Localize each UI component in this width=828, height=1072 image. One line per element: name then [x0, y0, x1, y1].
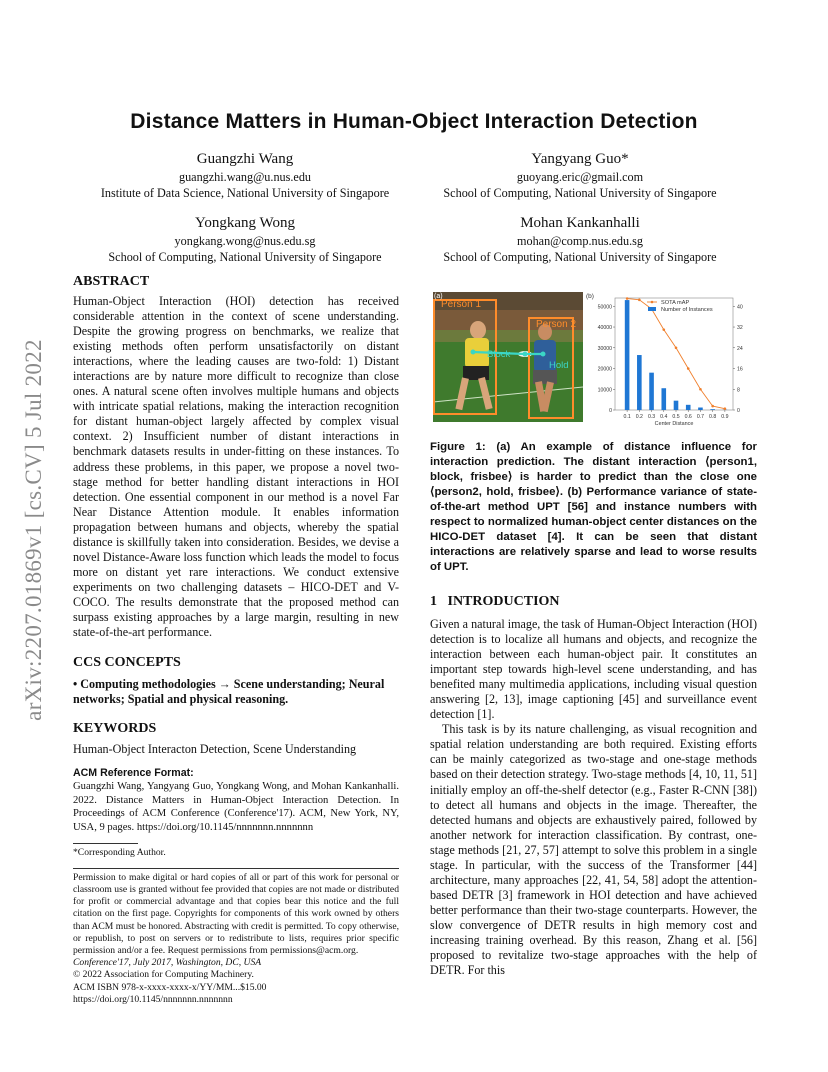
distance-chart — [585, 292, 763, 432]
author-affiliation: School of Computing, National University of Singapore — [443, 250, 717, 264]
point-sota-map — [626, 297, 629, 300]
paper-title: Distance Matters in Human-Object Interaction Detection — [130, 110, 698, 133]
panel-a-label: (a) — [434, 293, 443, 300]
y-left-tick-label: 40000 — [597, 325, 612, 332]
footnote-rule — [73, 843, 138, 844]
intro-heading-text: INTRODUCTION — [447, 594, 560, 609]
ccs-heading: CCS CONCEPTS — [73, 655, 181, 671]
label-block: Block — [487, 349, 511, 360]
intro-paragraph-2: This task is by its nature challenging, as visual recognition and spatial relation understanding are both required. Existing efforts can be mainly categorized as two-stage and one-stage methods based on their detection strategy. Two-stage methods [4, 10, 11, 51] initially employ an off-the-shelf detector (e.g., Faster R-CNN [38]) to detect all humans and objects in the image. Thereafter, the detected humans and objects are exhaustively paired, followed by another network for interaction classification. By contrast, one-stage methods [21, 27, 57] attempt to solve this problem in a single stage. In particular, with the success of the Transformer [44] architecture, many approaches [22, 41, 54, 58] adopt the attention-based DETR [3] framework in HOI detection and have achieved better performance than their two-stage counterparts. However, the slow convergence of DETR results in high memory cost and increasing training overhead. By this reason, Zhang et al. [56] proposed to revitalize two-stage approaches with the help of DETR. For this — [430, 722, 757, 978]
abstract-heading: ABSTRACT — [73, 274, 150, 289]
author-block-2 — [400, 150, 760, 201]
right-column — [430, 594, 757, 978]
acm-ref-heading: ACM Reference Format: — [73, 767, 194, 780]
legend-bar-swatch — [648, 307, 656, 311]
point-sota-map — [687, 367, 690, 370]
conference-line: Conference'17, July 2017, Washington, DC, USA — [73, 957, 262, 969]
arxiv-stamp — [14, 300, 54, 760]
bar-instances — [637, 355, 642, 410]
point-sota-map — [724, 407, 727, 410]
author-affiliation: School of Computing, National University of Singapore — [108, 250, 382, 264]
point-sota-map — [662, 328, 665, 331]
point-sota-map — [638, 299, 641, 302]
author-name: Yongkang Wong — [195, 215, 295, 231]
author-name: Yangyang Guo* — [531, 151, 629, 167]
bar-instances — [698, 408, 703, 410]
y-left-tick-label: 0 — [609, 408, 612, 414]
x-tick-label: 0.5 — [672, 414, 680, 420]
bar-instances — [686, 405, 691, 410]
footnote: *Corresponding Author. — [73, 846, 166, 858]
panel-b-label: (b) — [586, 293, 594, 300]
x-axis-label: Center Distance — [654, 421, 694, 427]
label-person-1: Person 1 — [441, 299, 482, 310]
legend-line-marker — [651, 301, 654, 304]
abstract-text: Human-Object Interaction (HOI) detection has received considerable attention in the context of scene understanding. Despite the growing progress on benchmarks, we realize that existing methods often perform unsatisfactorily on distant interactions, where the leading causes are two-fold: 1) Distant interactions are by nature more difficult to recognize than close ones. A natural scene often involves multiple humans and objects with intricate spatial relations, making the interaction recognition for distant human-object largely affected by complex visual context. 2) Insufficient number of distant interactions in benchmark datasets results in under-fitting on these instances. To address these problems, in this paper, we propose a novel two-stage method for better handling distant interactions in HOI detection. One essential component in our method is a novel Far Near Distance Attention module. It enables information propagation between humans and objects, whereby the spatial distance is skillfully taken into consideration. Besides, we devise a novel Distance-Aware loss function which leads the model to focus more on distant yet rare interactions. We conduct extensive experiments on two challenging datasets – HICO-DET and V-COCO. The results demonstrate that the proposed method can surpass existing approaches by a large margin, resulting in new state-of-the-art performance. — [73, 294, 399, 640]
intro-paragraph-1: Given a natural image, the task of Human-Object Interaction (HOI) detection is to localize all humans and objects, and recognize the interaction between each human-object pair. It constitutes an important step towards high-level scene understanding, and has benefited many multimedia applications, including visual question answering [2, 13], image captioning [45] and surveillance event detection [1]. — [430, 617, 757, 722]
keywords-heading: KEYWORDS — [73, 721, 157, 737]
author-name: Guangzhi Wang — [196, 151, 294, 167]
bar-instances — [649, 373, 654, 410]
author-affiliation: School of Computing, National University of Singapore — [443, 186, 717, 200]
y-left-tick-label: 10000 — [597, 387, 612, 394]
y-right-tick-label: 0 — [737, 408, 740, 414]
x-tick-label: 0.9 — [721, 414, 729, 420]
y-right-tick-label: 40 — [737, 304, 743, 311]
y-left-tick-label: 20000 — [597, 366, 612, 373]
point-sota-map — [699, 388, 702, 391]
author-affiliation: Institute of Data Science, National University of Singapore — [100, 186, 390, 200]
copyright-line: © 2022 Association for Computing Machinery. — [73, 969, 254, 981]
point-sota-map — [675, 346, 678, 349]
x-tick-label: 0.8 — [709, 414, 717, 420]
author-email: mohan@comp.nus.edu.sg — [517, 234, 643, 248]
figure-caption: Figure 1: (a) An example of distance influence for interaction prediction. The distant interaction ⟨person1, block, frisbee⟩ is harder to predict than the close one ⟨person2, hold, frisbee⟩. (b) Performance variance of state-of-the-art method UPT [56] and instance numbers with respect to normalized human-object center distances on the HICO-DET dataset [4]. It can be seen that distant interactions are relatively sparse and lead to worse results of UPT. — [430, 441, 757, 573]
label-hold: Hold — [549, 360, 569, 371]
x-tick-label: 0.4 — [660, 414, 668, 420]
author-block-3 — [65, 214, 425, 265]
permission-text: Permission to make digital or hard copies of all or part of this work for personal or classroom use is granted without fee provided that copies are not made or distributed for profit or commercial advantage and that copies bear this notice and the full citation on the first page. Copyrights for components of this work owned by others than ACM must be honored. Abstracting with credit is permitted. To copy otherwise, or republish, to post on servers or to redistribute to lists, requires prior specific permission and/or a fee. Request permissions from permissions@acm.org. — [73, 871, 399, 957]
left-column — [73, 274, 399, 1006]
y-right-tick-label: 16 — [737, 366, 743, 373]
author-email: yongkang.wong@nus.edu.sg — [174, 234, 316, 248]
legend-sota-map: SOTA mAP — [661, 300, 690, 306]
author-email: guoyang.eric@gmail.com — [516, 170, 644, 184]
line-sota-map — [627, 299, 725, 409]
y-right-tick-label: 8 — [737, 387, 740, 394]
x-tick-label: 0.1 — [623, 414, 631, 420]
chart-frame — [615, 298, 733, 410]
acm-ref-text: Guangzhi Wang, Yangyang Guo, Yongkang Wong, and Mohan Kankanhalli. 2022. Distance Matters in Human-Object Interaction Detection. In Proceedings of ACM Conference (Conference'17). ACM, New York, NY, USA, 9 pages. https://doi.org/10.1145/nnnnnnn.nnnnnnn — [73, 781, 399, 833]
y-right-tick-label: 32 — [737, 325, 743, 332]
y-left-tick-label: 50000 — [597, 304, 612, 311]
ccs-text: • Computing methodologies → Scene understanding; Neural networks; Spatial and physical reasoning. — [73, 677, 385, 707]
author-name: Mohan Kankanhalli — [520, 215, 640, 231]
y-right-tick-label: 24 — [737, 345, 743, 352]
bar-instances — [625, 300, 630, 410]
x-tick-label: 0.7 — [696, 414, 705, 420]
isbn-line: ACM ISBN 978-x-xxxx-xxxx-x/YY/MM...$15.00 — [73, 981, 267, 993]
keywords-text: Human-Object Interacton Detection, Scene Understanding — [73, 742, 357, 757]
label-person-2: Person 2 — [536, 319, 577, 330]
intro-heading — [430, 594, 757, 610]
point-sota-map — [711, 405, 714, 408]
author-block-1 — [65, 150, 425, 201]
author-email: guangzhi.wang@u.nus.edu — [178, 170, 312, 184]
doi-line: https://doi.org/10.1145/nnnnnnn.nnnnnnn — [73, 993, 233, 1005]
y-left-tick-label: 30000 — [597, 345, 612, 352]
author-block-4 — [400, 214, 760, 265]
permission-rule — [73, 868, 399, 869]
x-tick-label: 0.3 — [647, 414, 656, 420]
legend-number-of-instances: Number of Instances — [661, 307, 713, 313]
arxiv-stamp-text: arXiv:2207.01869v1 [cs.CV] 5 Jul 2022 — [21, 339, 46, 721]
bar-instances — [661, 388, 666, 410]
x-tick-label: 0.2 — [635, 414, 643, 420]
bar-instances — [674, 401, 679, 410]
intro-heading-number: 1 — [430, 594, 437, 609]
bar-instances — [710, 409, 715, 410]
figure-1 — [433, 292, 761, 426]
x-tick-label: 0.6 — [684, 414, 692, 420]
